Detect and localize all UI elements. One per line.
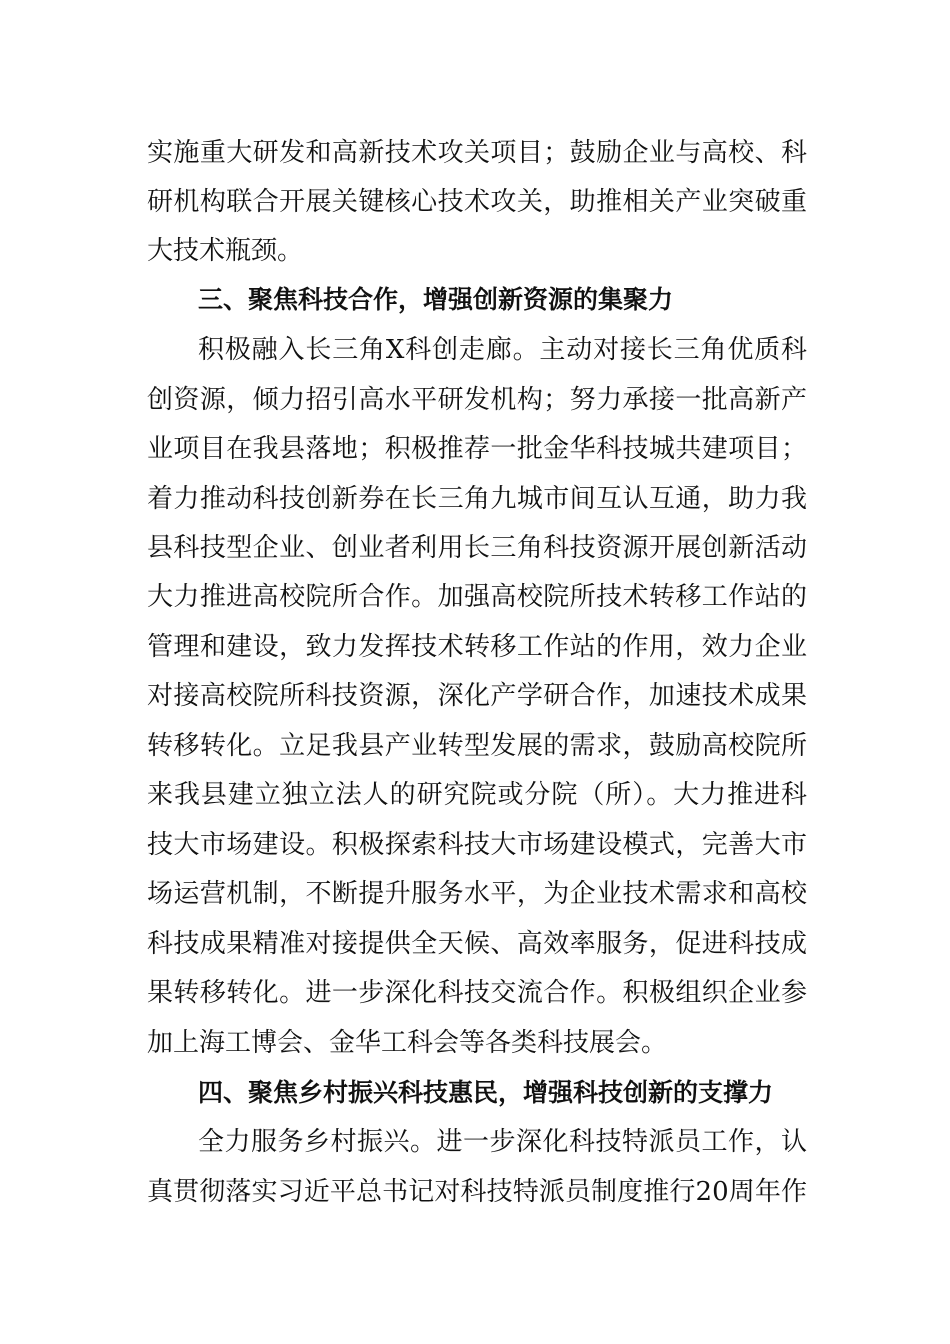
section-heading-4: 四、聚焦乡村振兴科技惠民，增强科技创新的支撑力: [198, 1078, 774, 1107]
paragraph-line: 业项目在我县落地；积极推荐一批金华科技城共建项目；: [147, 434, 807, 464]
paragraph-line: 技大市场建设。积极探索科技大市场建设模式，完善大市: [147, 830, 807, 860]
paragraph-line: 大力推进高校院所合作。加强高校院所技术转移工作站的: [147, 582, 807, 612]
paragraph-line: 大技术瓶颈。: [147, 236, 304, 266]
paragraph-line: 加上海工博会、金华工科会等各类科技展会。: [147, 1028, 668, 1058]
paragraph-line: 对接高校院所科技资源，深化产学研合作，加速技术成果: [147, 681, 807, 711]
paragraph-line: 转移转化。立足我县产业转型发展的需求，鼓励高校院所: [147, 731, 807, 761]
paragraph-line: 积极融入长三角X科创走廊。主动对接长三角优质科: [198, 335, 807, 365]
paragraph-line: 创资源，倾力招引高水平研发机构；努力承接一批高新产: [147, 385, 807, 415]
paragraph-line: 果转移转化。进一步深化科技交流合作。积极组织企业参: [147, 978, 807, 1008]
paragraph-line: 来我县建立独立法人的研究院或分院（所）。大力推进科: [147, 780, 807, 810]
paragraph-line: 全力服务乡村振兴。进一步深化科技特派员工作，认: [198, 1127, 807, 1157]
paragraph-line: 科技成果精准对接提供全天候、高效率服务，促进科技成: [147, 929, 807, 959]
paragraph-line: 管理和建设，致力发挥技术转移工作站的作用，效力企业: [147, 632, 807, 662]
paragraph-line: 着力推动科技创新券在长三角九城市间互认互通，助力我: [147, 484, 807, 514]
paragraph-line: 研机构联合开展关键核心技术攻关，助推相关产业突破重: [147, 187, 807, 217]
section-heading-3: 三、聚焦科技合作，增强创新资源的集聚力: [198, 285, 674, 314]
paragraph-line: 真贯彻落实习近平总书记对科技特派员制度推行20周年作: [147, 1177, 807, 1207]
paragraph-line: 实施重大研发和高新技术攻关项目；鼓励企业与高校、科: [147, 138, 807, 168]
paragraph-line: 县科技型企业、创业者利用长三角科技资源开展创新活动: [147, 533, 807, 563]
paragraph-line: 场运营机制，不断提升服务水平，为企业技术需求和高校: [147, 879, 807, 909]
